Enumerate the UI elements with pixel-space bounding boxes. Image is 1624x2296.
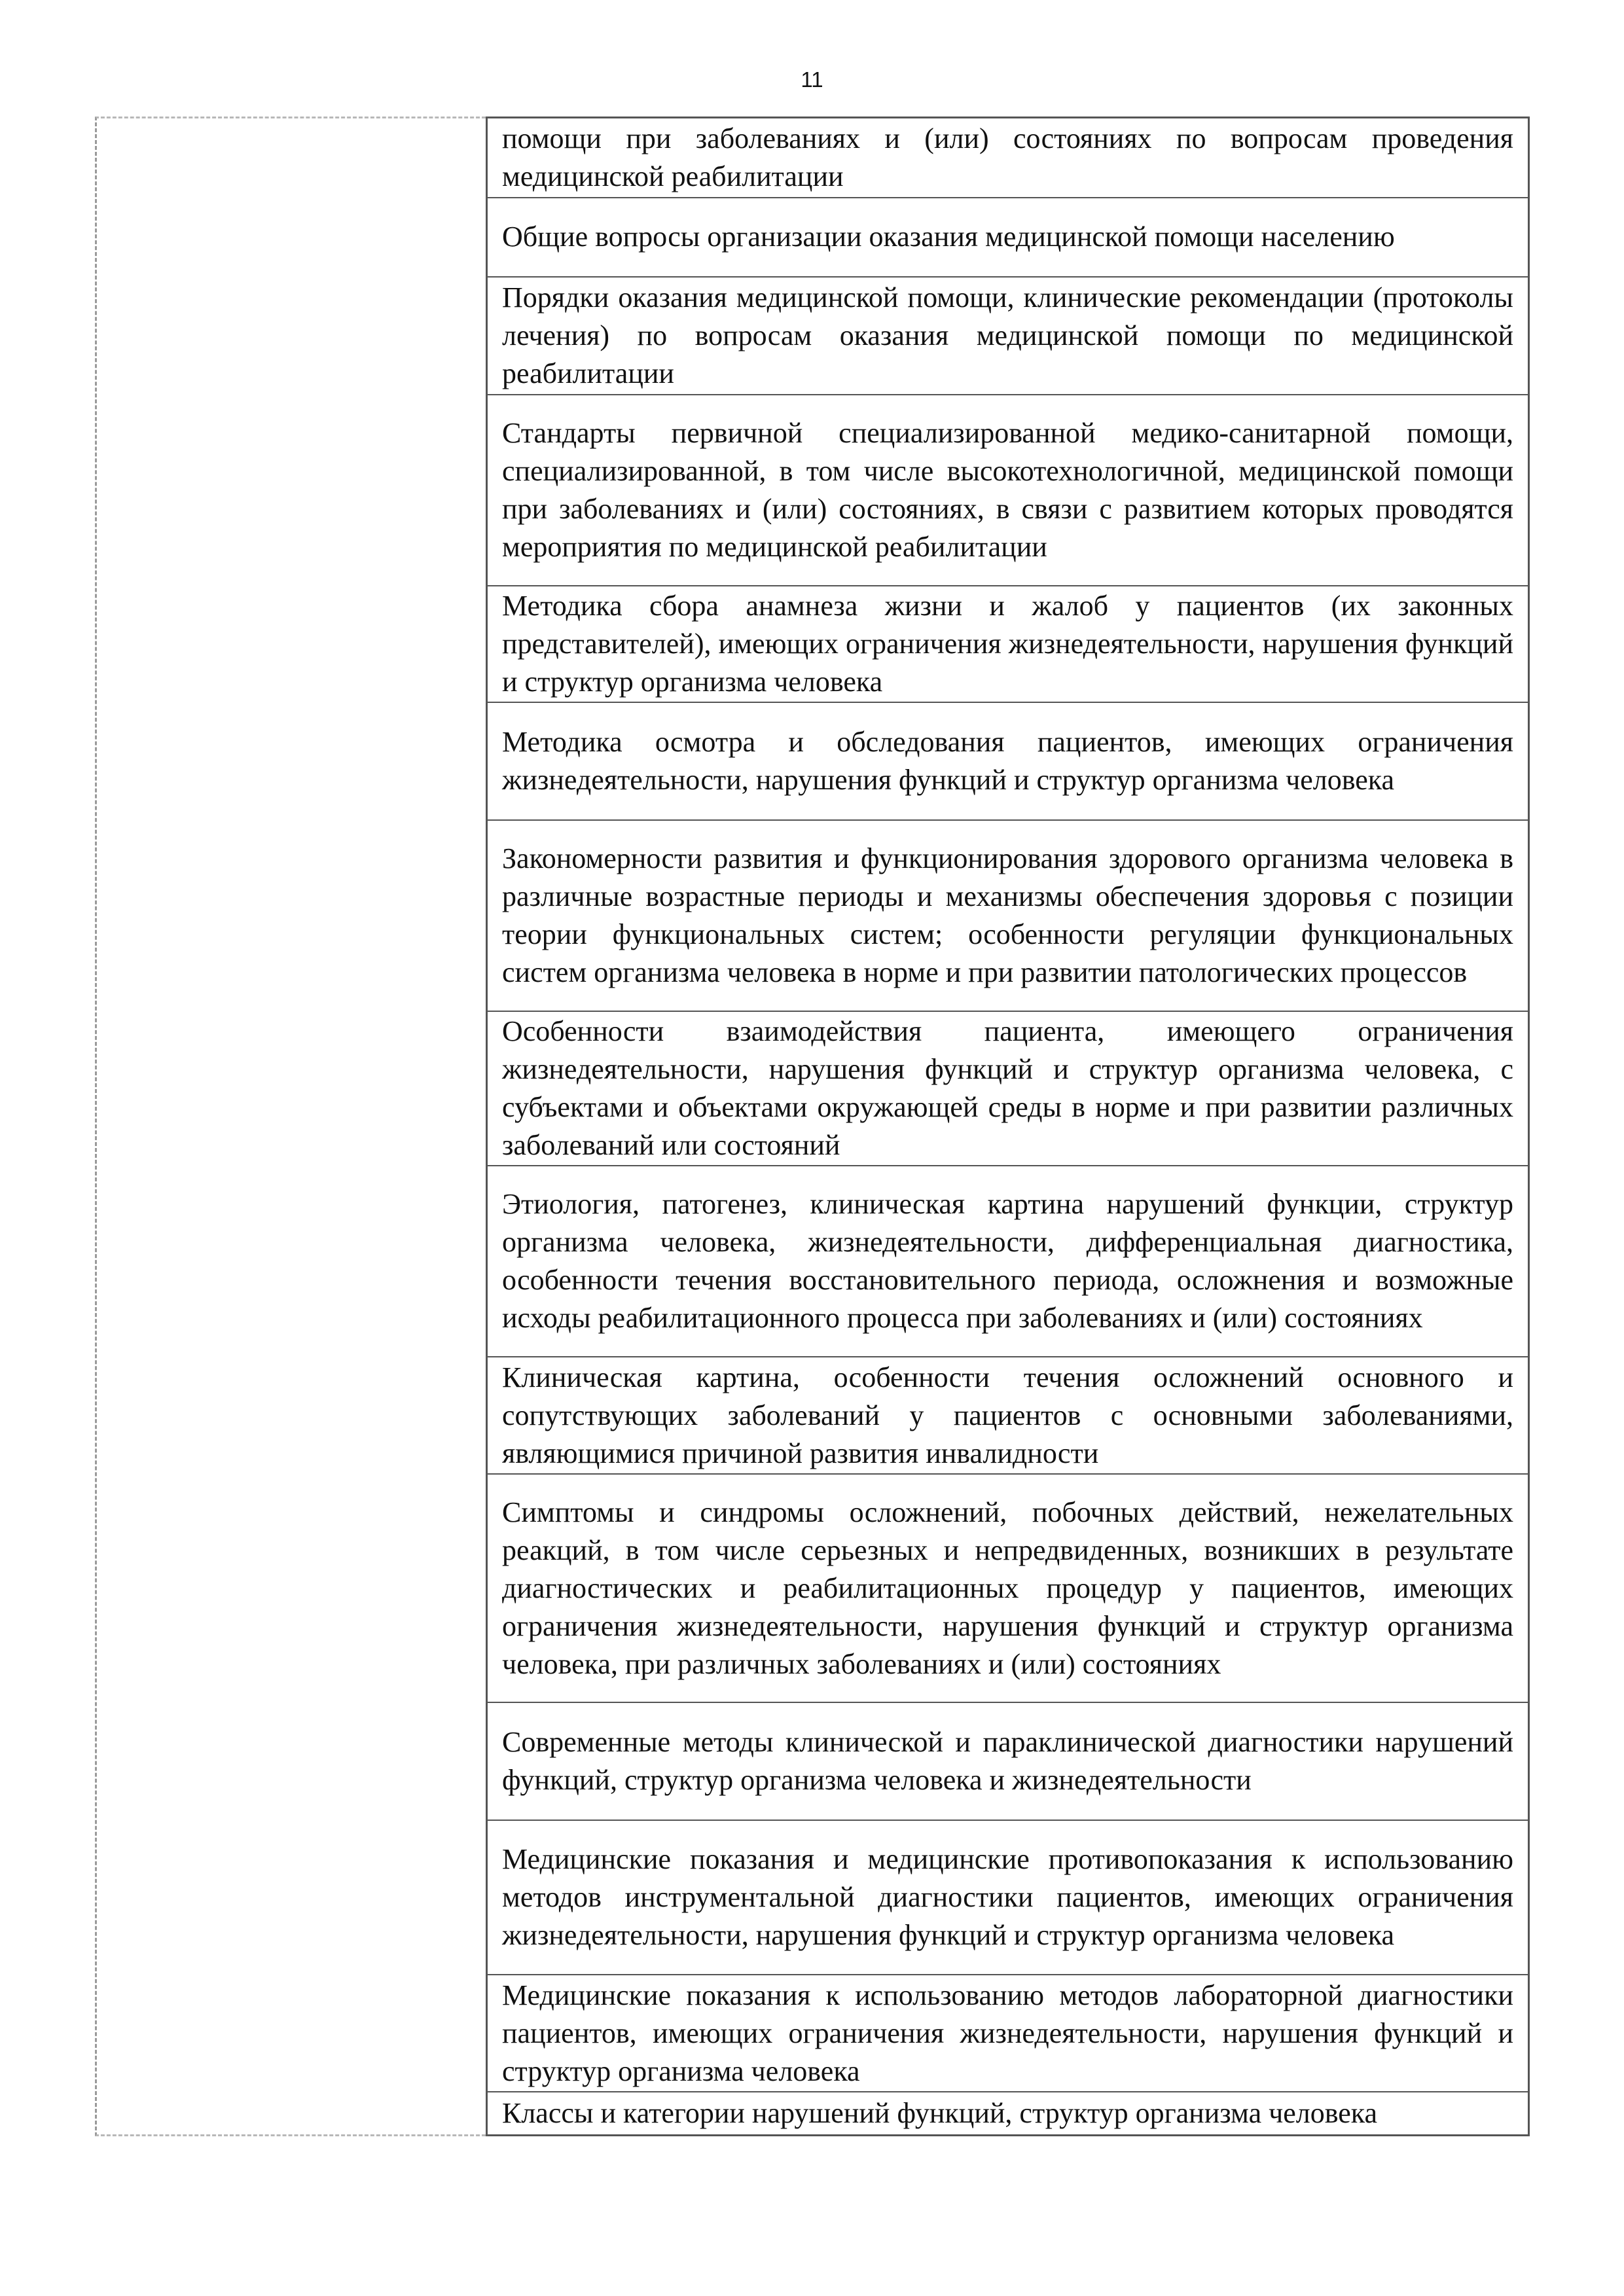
row-text: Стандарты первичной специализированной медико-санитарной помощи, специализированной, в том числе высокотехнологичной, медицинской помощи при заболеваниях и (или) состояниях, в связи с развитием которых проводятся мероприятия по медицинской реабилитации	[502, 416, 1513, 563]
table-row	[488, 198, 1528, 278]
row-text: Особенности взаимодействия пациента, имеющего ограничения жизнедеятельности, нарушения функций и структур организма человека, с субъектами и объектами окружающей среды в норме и при развитии различных заболеваний или состояний	[502, 1014, 1513, 1161]
row-text: Клиническая картина, особенности течения осложнений основного и сопутствующих заболеваний у пациентов с основными заболеваниями, являющимися причиной развития инвалидности	[502, 1361, 1513, 1469]
row-text: Этиология, патогенез, клиническая картина нарушений функции, структур организма человека, жизнедеятельности, дифференциальная диагностика, особенности течения восстановительного периода, осложнения и возможные исходы реабилитационного процесса при заболеваниях и (или) состояниях	[502, 1187, 1513, 1334]
table-row	[488, 1703, 1528, 1820]
table-row	[488, 1475, 1528, 1703]
row-text: Современные методы клинической и параклинической диагностики нарушений функций, структур организма человека и жизнедеятельности	[502, 1725, 1513, 1796]
row-text: Классы и категории нарушений функций, структур организма человека	[502, 2097, 1377, 2130]
row-text: Методика сбора анамнеза жизни и жалоб у пациентов (их законных представителей), имеющих ограничения жизнедеятельности, нарушения функций и структур организма человека	[502, 589, 1513, 698]
row-text: Симптомы и синдромы осложнений, побочных действий, нежелательных реакций, в том числе серьезных и непредвиденных, возникших в результате диагностических и реабилитационных процедур у пациентов, имеющих ограничения жизнедеятельности, нарушения функций и структур организма человека, при различных заболеваниях и (или) состояниях	[502, 1496, 1513, 1680]
page-number: 11	[801, 67, 823, 92]
row-text: помощи при заболеваниях и (или) состояниях по вопросам проведения медицинской реабилитации	[502, 122, 1513, 192]
row-text: Методика осмотра и обследования пациентов, имеющих ограничения жизнедеятельности, нарушения функций и структур организма человека	[502, 725, 1513, 796]
table-row	[488, 821, 1528, 1012]
table-row	[488, 118, 1528, 198]
table-row	[488, 1166, 1528, 1357]
row-text: Медицинские показания и медицинские противопоказания к использованию методов инструментальной диагностики пациентов, имеющих ограничения жизнедеятельности, нарушения функций и структур организма человека	[502, 1842, 1513, 1951]
table-row	[488, 395, 1528, 586]
row-text: Закономерности развития и функционирования здорового организма человека в различные возрастные периоды и механизмы обеспечения здоровья с позиции теории функциональных систем; особенности регуляции функциональных систем организма человека в норме и при развитии патологических процессов	[502, 842, 1513, 988]
table-row	[488, 1357, 1528, 1475]
row-text: Медицинские показания к использованию методов лабораторной диагностики пациентов, имеющих ограничения жизнедеятельности, нарушения функций и структур организма человека	[502, 1979, 1513, 2087]
row-text: Порядки оказания медицинской помощи, клинические рекомендации (протоколы лечения) по вопросам оказания медицинской помощи по медицинской реабилитации	[502, 281, 1513, 389]
table-row	[488, 1821, 1528, 1975]
table-row	[488, 586, 1528, 703]
requirements-table	[95, 117, 1530, 2136]
table-left-column	[95, 117, 486, 2136]
row-text: Общие вопросы организации оказания медицинской помощи населению	[502, 221, 1395, 253]
table-row	[488, 278, 1528, 395]
table-right-column	[486, 117, 1530, 2136]
table-row	[488, 1012, 1528, 1166]
table-row	[488, 703, 1528, 820]
table-row	[488, 2092, 1528, 2134]
table-row	[488, 1975, 1528, 2092]
